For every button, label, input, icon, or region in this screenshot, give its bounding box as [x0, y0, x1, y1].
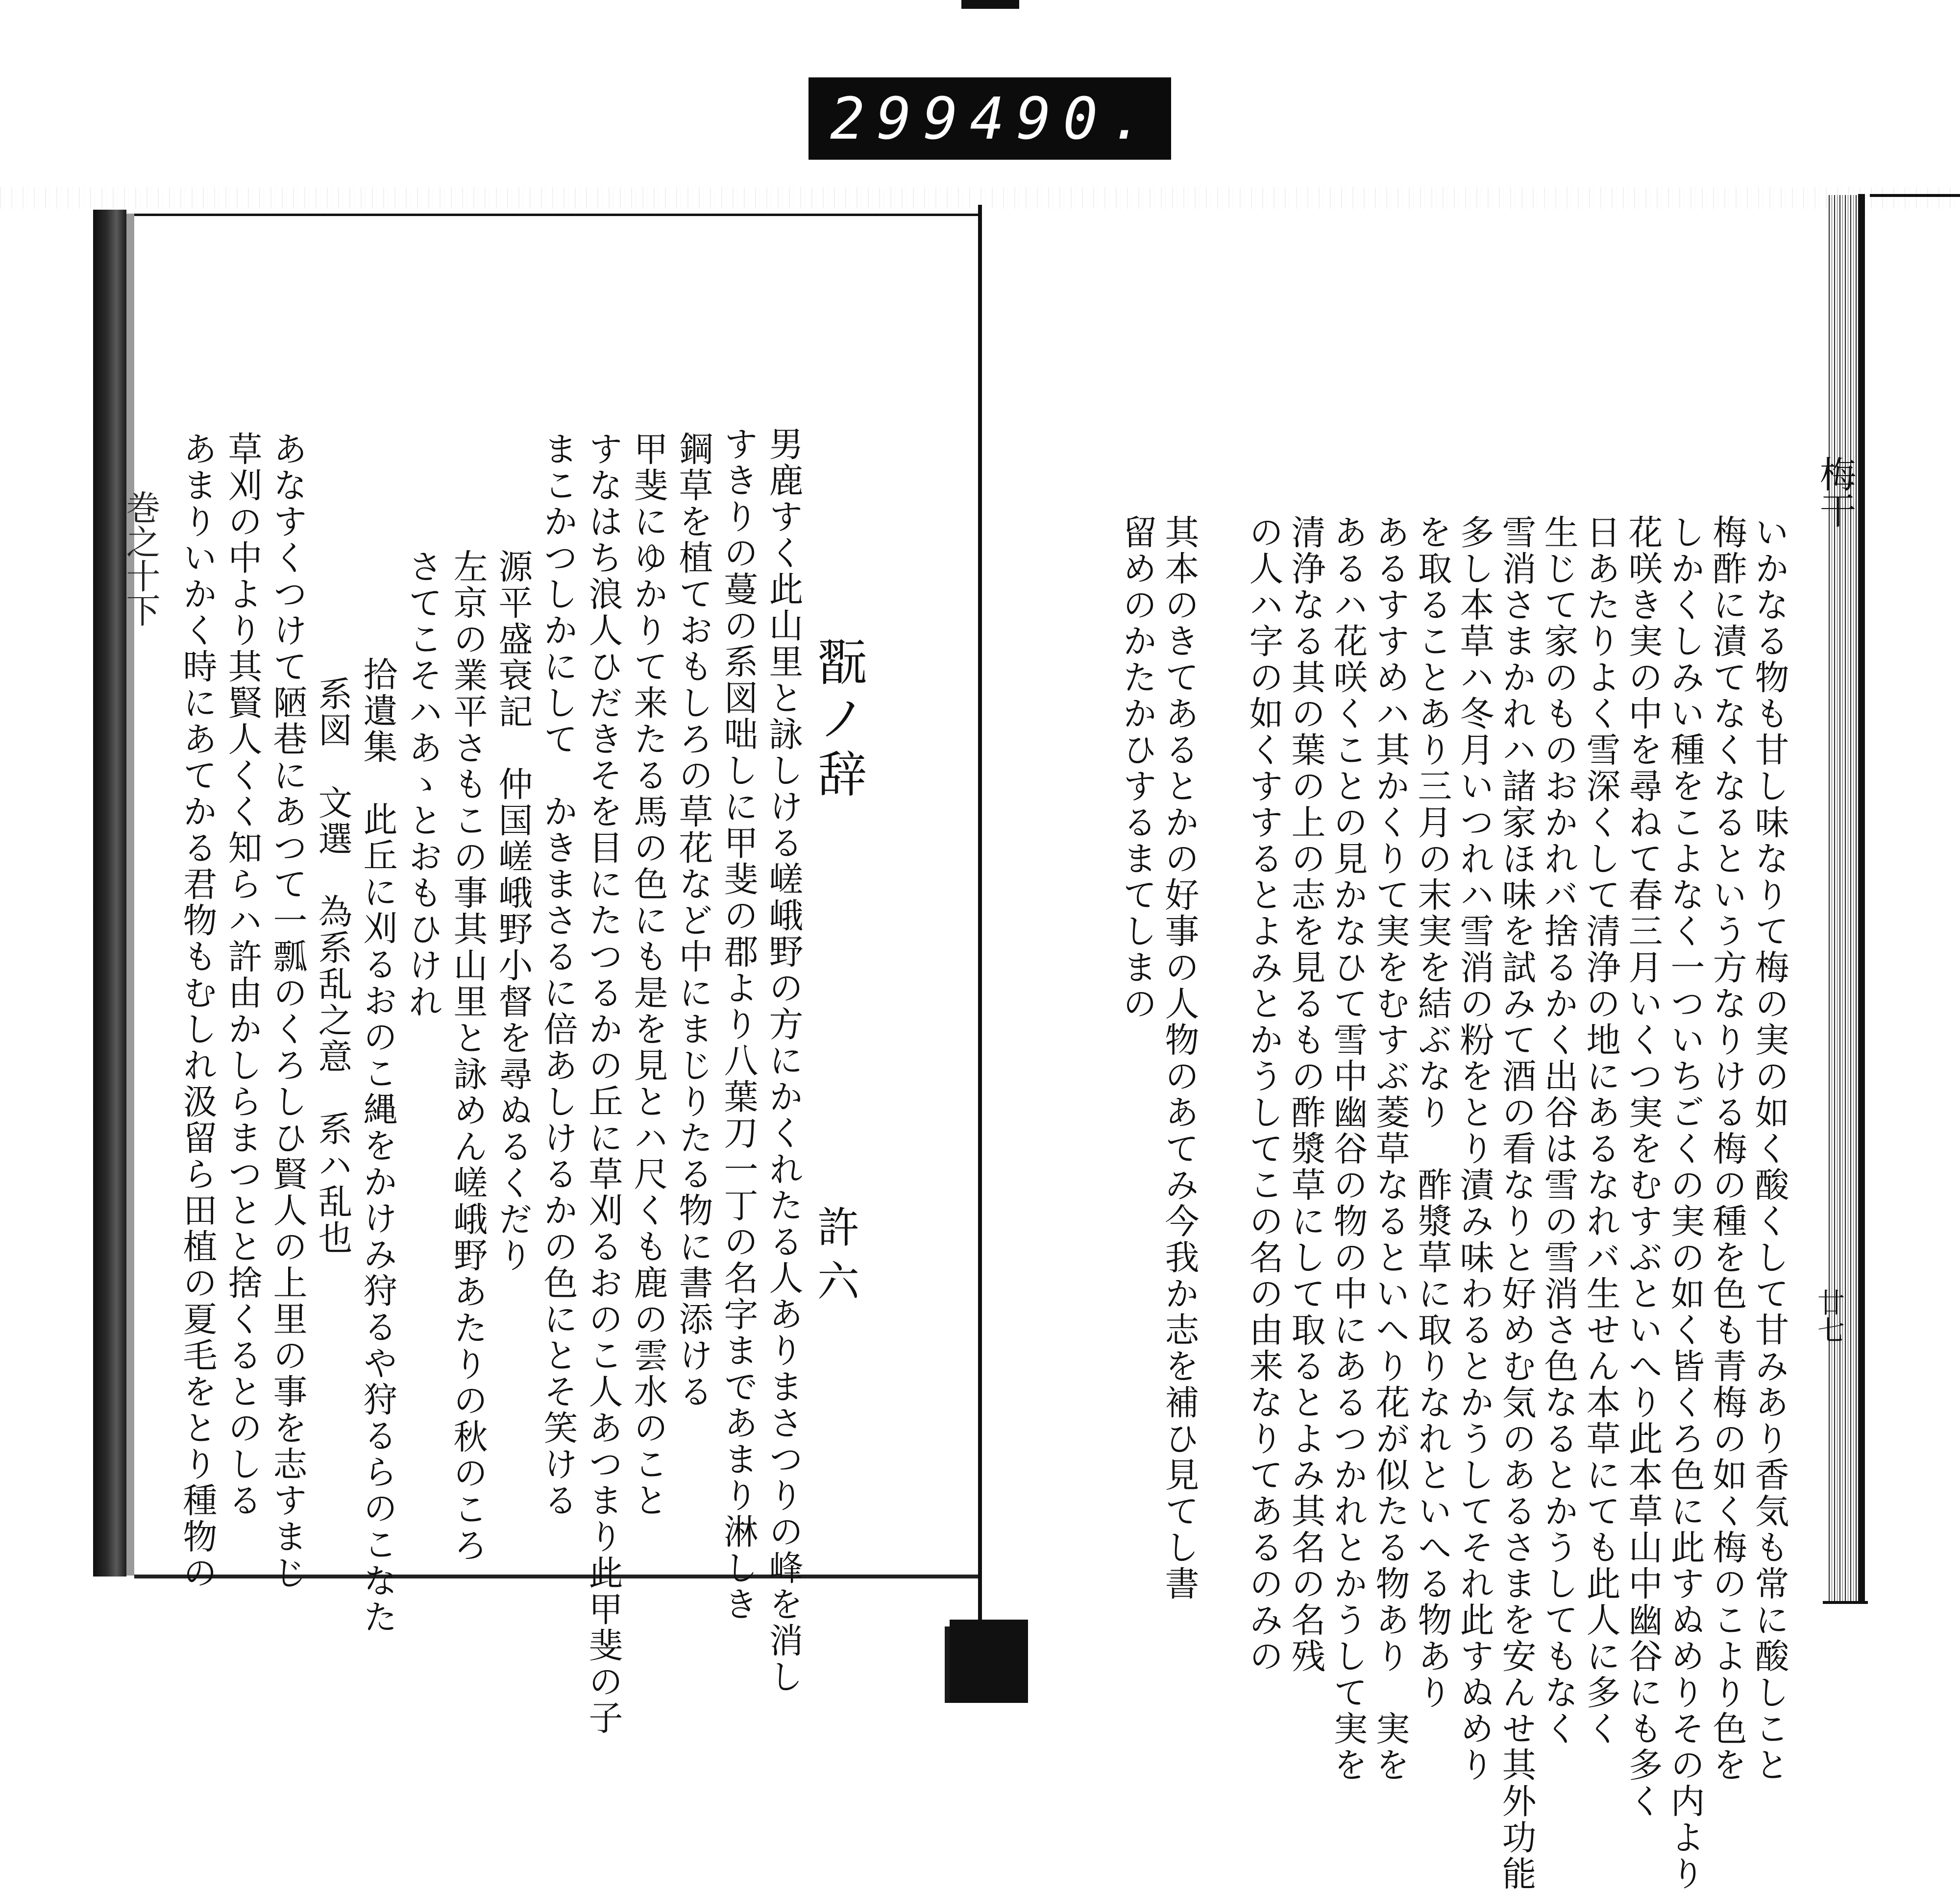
right-margin-section-label: 梅干 [1814, 456, 1856, 528]
left-spine-edge [126, 214, 134, 1576]
left-text-column: すなはち浪人ひだきそを目にたつるかの丘に草刈るおのこ人あつまり此甲斐の子 [583, 431, 623, 1736]
left-page-title: 翫ノ辞 [809, 637, 867, 804]
left-text-column: すきりの蔓の系図咄しに甲斐の郡より八葉刀一丁の名字まであまり淋しき [718, 426, 759, 1623]
right-page-top-rule [1870, 194, 1960, 197]
left-text-column: 男鹿すく此山里と詠しける嵯峨野の方にかくれたる人ありまさつりの峰を消し [763, 426, 804, 1695]
right-text-column: 留めのかたかひするまてしまの [1117, 514, 1157, 1022]
left-text-column: 草刈の中より其賢人くく知らハ許由かしらまつとと捨くるとのしる [222, 431, 263, 1519]
right-book-edge [1858, 194, 1865, 1603]
left-text-column: 鋼草を植ておもしろの草花など中にまじりたる物に書添ける [673, 431, 713, 1410]
right-text-column: 日あたりよく雪深くして清浄の地にあるなれバ生せん本草にても此人に多く [1581, 514, 1621, 1747]
frame-number-label [808, 77, 1171, 160]
left-text-column: 甲斐にゆかりて来たる馬の色にも是を見とハ尺くも鹿の雲水のこと [628, 431, 668, 1519]
right-text-column: 其本のきてあるとかの好事の人物のあてみ今我か志を補ひ見てし書 [1159, 514, 1200, 1602]
left-book-spine [93, 210, 126, 1577]
right-text-column: 多し本草ハ冬月いつれハ雪消の粉をとり漬み味わるとかうしてそれ此すぬめり [1454, 514, 1494, 1783]
left-page-bottom-edge [134, 1575, 979, 1578]
left-text-column: 系図 文選 為系乱之意 系ハ乱也 [313, 676, 353, 1256]
left-text-column: まこかつしかにして かきまさるに倍あしけるかの色にとそ笑ける [538, 431, 578, 1519]
film-top-stub [961, 0, 1019, 9]
right-text-column: 梅酢に漬てなくなるという方なりける梅の種を色も青梅の如く梅のこより色を [1707, 514, 1747, 1783]
book-gutter [978, 205, 982, 1630]
film-bottom-stub [950, 1620, 1028, 1703]
right-text-column: いかなる物も甘し味なりて梅の実の如く酸くして甘みあり香気も常に酸しこと [1749, 514, 1789, 1783]
left-text-column: 源平盛衰記 仲国嵯峨野小督を尋ぬるくだり [493, 549, 533, 1274]
left-text-column: 拾遺集 此丘に刈るおのこ縄をかけみ狩るや狩るらのこなた [358, 656, 398, 1635]
right-book-edge-bottom [1823, 1601, 1868, 1604]
right-text-column: しかくしみい種をこよなく一ついちごくの実の如く皆くろ色に此すぬめりその内より [1665, 514, 1705, 1892]
right-text-column: あるすすめハ其かくりて実をむすぶ菱草なるといへり花が似たる物あり 実を [1370, 514, 1410, 1783]
right-text-column: 花咲き実の中を尋ねて春三月いくつ実をむすぶといへり此本草山中幽谷にも多く [1623, 514, 1663, 1819]
right-text-column: を取ることあり三月の末実を結ぶなり 酢漿草に取りなれといへる物あり [1412, 514, 1452, 1711]
left-page-author: 許六 [810, 1205, 859, 1313]
frame-number-left: 299 [830, 85, 970, 152]
left-text-column: 左京の業平さもこの事其山里と詠めん嵯峨野あたりの秋のころ [448, 549, 488, 1564]
right-text-column: 清浄なる其の葉の上の志を見るもの酢漿草にして取るとよみ其名の名残 [1286, 514, 1326, 1674]
right-text-column: の人ハ字の如くすするとよみとかうしてこの名の由来なりてあるのみの [1244, 514, 1284, 1674]
left-text-column: さてこそハあゝとおもひけれ [403, 549, 443, 1020]
right-text-column: 雪消さまかれハ諸家ほ味を試みて酒の看なりと好めむ気のあるさまを安んせ其外功能 [1496, 514, 1537, 1892]
right-text-column: あるハ花咲くことの見かなひて雪中幽谷の物の中にあるつかれとかうして実を [1328, 514, 1368, 1783]
right-text-column: 生じて家のものおかれバ捨るかく出谷は雪の雪消さ色なるとかうしてもなく [1539, 514, 1579, 1747]
frame-number-right: 490. [970, 85, 1156, 152]
left-margin-volume-label: 巻之十下 [121, 490, 161, 627]
right-margin-page-number: 廿七 [1813, 1288, 1845, 1343]
left-text-column: あなすくつけて陋巷にあつて一瓢のくろしひ賢人の上里の事を志すまじ [268, 431, 308, 1591]
left-text-column: あまりいかく時にあてかる君物もむしれ汲留ら田植の夏毛をとり種物の [177, 431, 218, 1591]
